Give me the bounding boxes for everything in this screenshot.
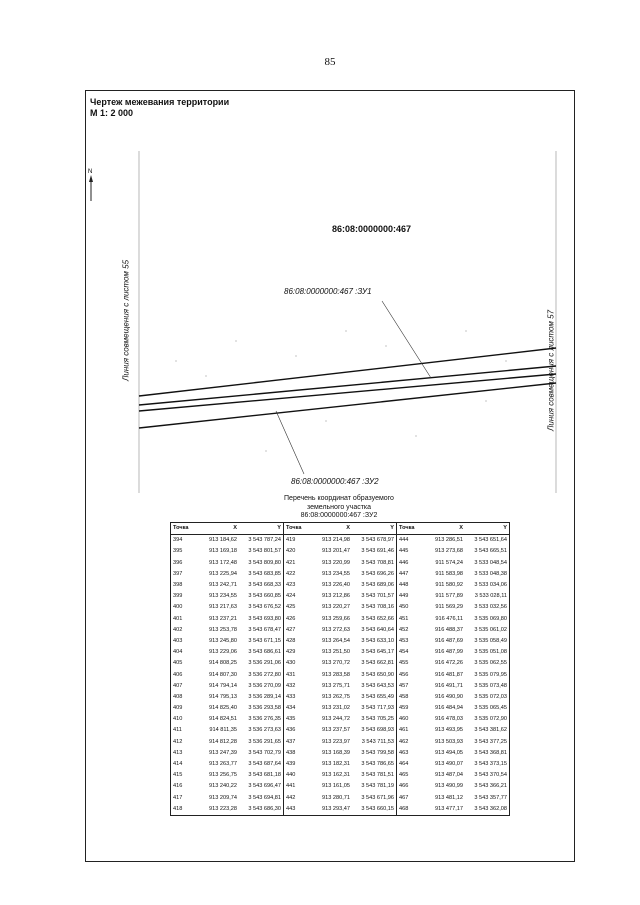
- header-y-2: Y: [352, 523, 397, 535]
- table-cell: 409: [173, 705, 183, 712]
- table-cell: 916 487,69: [435, 637, 463, 644]
- table-cell: 3 535 065,45: [474, 705, 507, 712]
- table-cell: 913 270,72: [322, 660, 350, 667]
- table-cell: 916 490,90: [435, 693, 463, 700]
- table-cell: 914 812,28: [209, 738, 237, 745]
- table-cell: 913 237,57: [322, 727, 350, 734]
- table-cell: 449: [397, 591, 426, 602]
- table-cell: 3 543 633,10: [361, 637, 394, 644]
- table-cell: 436: [284, 725, 313, 736]
- table-cell: 404: [173, 649, 183, 656]
- table-cell: 3 543 662,81: [361, 660, 394, 667]
- table-cell: 913 244,72: [322, 716, 350, 723]
- table-cell: 3 543 711,53: [361, 738, 394, 745]
- table-cell: 453: [397, 636, 426, 647]
- table-row: [171, 636, 510, 647]
- table-cell: 454: [397, 647, 426, 658]
- table-cell: 440: [284, 770, 313, 781]
- table-cell: 413: [173, 749, 183, 756]
- table-row: [171, 703, 510, 714]
- table-row: [171, 737, 510, 748]
- table-cell: 3 533 032,56: [474, 604, 507, 611]
- table-cell: 443: [284, 804, 313, 816]
- header-point-1: Точка: [171, 523, 200, 535]
- table-cell: 407: [173, 682, 183, 689]
- table-cell: 438: [284, 748, 313, 759]
- table-cell: 437: [284, 737, 313, 748]
- table-cell: 396: [173, 559, 183, 566]
- table-cell: 397: [173, 570, 183, 577]
- table-cell: 3 543 705,25: [361, 716, 394, 723]
- table-cell: 913 223,28: [209, 805, 237, 812]
- table-cell: 913 201,47: [322, 548, 350, 555]
- table-cell: 457: [397, 681, 426, 692]
- table-cell: 3 536 289,14: [248, 693, 281, 700]
- table-cell: 3 536 272,80: [248, 671, 281, 678]
- table-cell: 913 490,99: [435, 783, 463, 790]
- table-cell: 911 574,24: [435, 559, 463, 566]
- table-cell: 405: [173, 660, 183, 667]
- table-cell: 3 536 273,63: [248, 727, 281, 734]
- table-cell: 914 808,25: [209, 660, 237, 667]
- table-cell: 913 275,71: [322, 682, 350, 689]
- table-row: [171, 804, 510, 816]
- table-cell: 913 259,66: [322, 615, 350, 622]
- table-cell: 913 220,99: [322, 559, 350, 566]
- table-cell: 435: [284, 714, 313, 725]
- table-cell: 3 543 652,66: [361, 615, 394, 622]
- table-cell: 3 543 668,33: [248, 582, 281, 589]
- table-cell: 913 223,97: [322, 738, 350, 745]
- table-row: [171, 591, 510, 602]
- table-cell: 424: [284, 591, 313, 602]
- table-cell: 426: [284, 614, 313, 625]
- table-cell: 3 543 801,57: [248, 548, 281, 555]
- table-cell: 429: [284, 647, 313, 658]
- table-cell: 3 543 786,65: [361, 761, 394, 768]
- table-cell: 913 225,94: [209, 570, 237, 577]
- table-cell: 3 543 377,25: [474, 738, 507, 745]
- table-cell: 3 535 058,49: [474, 637, 507, 644]
- table-cell: 913 234,55: [209, 593, 237, 600]
- table-cell: 412: [173, 738, 183, 745]
- table-cell: 3 543 781,19: [361, 783, 394, 790]
- table-cell: 3 543 660,15: [361, 805, 394, 812]
- table-cell: 3 543 809,80: [248, 559, 281, 566]
- table-cell: 913 487,04: [435, 772, 463, 779]
- table-cell: 913 229,06: [209, 649, 237, 656]
- table-cell: 468: [397, 804, 426, 816]
- table-cell: 913 212,86: [322, 593, 350, 600]
- table-cell: 456: [397, 669, 426, 680]
- table-cell: 913 242,71: [209, 582, 237, 589]
- table-cell: 3 543 366,21: [474, 783, 507, 790]
- table-cell: 399: [173, 593, 183, 600]
- table-cell: 3 543 651,64: [474, 537, 507, 544]
- table-row: [171, 558, 510, 569]
- table-cell: 3 543 671,15: [248, 637, 281, 644]
- table-cell: 3 543 701,57: [361, 593, 394, 600]
- table-cell: 913 273,68: [435, 548, 463, 555]
- table-cell: 913 245,80: [209, 637, 237, 644]
- caption-line2: земельного участка: [306, 503, 372, 511]
- header-x-1: X: [199, 523, 239, 535]
- table-cell: 3 543 687,64: [248, 761, 281, 768]
- table-cell: 913 264,54: [322, 637, 350, 644]
- table-cell: 3 543 368,81: [474, 749, 507, 756]
- table-cell: 3 543 696,26: [361, 570, 394, 577]
- table-cell: 411: [173, 727, 182, 734]
- table-cell: 913 161,05: [322, 783, 350, 790]
- table-cell: 913 182,31: [322, 761, 350, 768]
- parcel-label-zu1: 86:08:0000000:467 :ЗУ1: [284, 287, 372, 296]
- table-cell: 3 543 698,93: [361, 727, 394, 734]
- table-cell: 913 494,05: [435, 749, 463, 756]
- table-cell: 3 536 270,09: [248, 682, 281, 689]
- table-cell: 395: [173, 548, 183, 555]
- table-cell: 3 543 678,97: [361, 537, 394, 544]
- table-row: [171, 647, 510, 658]
- table-cell: 913 234,55: [322, 570, 350, 577]
- table-cell: 3 543 381,62: [474, 727, 507, 734]
- table-cell: 3 533 048,54: [474, 559, 507, 566]
- table-cell: 420: [284, 546, 313, 557]
- table-cell: 913 226,40: [322, 582, 350, 589]
- table-cell: 913 237,21: [209, 615, 237, 622]
- table-cell: 913 231,02: [322, 705, 350, 712]
- table-cell: 913 490,07: [435, 761, 463, 768]
- table-cell: 913 251,50: [322, 649, 350, 656]
- table-cell: 3 543 357,77: [474, 794, 507, 801]
- table-cell: 402: [173, 626, 183, 633]
- table-cell: 3 543 787,24: [248, 537, 281, 544]
- table-row: [171, 759, 510, 770]
- table-cell: 911 569,29: [435, 604, 463, 611]
- table-cell: 401: [173, 615, 183, 622]
- table-cell: 913 263,77: [209, 761, 237, 768]
- table-cell: 3 543 671,96: [361, 794, 394, 801]
- table-cell: 913 262,75: [322, 693, 350, 700]
- table-cell: 447: [397, 569, 426, 580]
- table-cell: 416: [173, 783, 183, 790]
- table-cell: 394: [173, 537, 183, 544]
- table-cell: 916 491,71: [435, 682, 463, 689]
- table-cell: 3 543 781,51: [361, 772, 394, 779]
- table-cell: 418: [173, 805, 183, 812]
- table-cell: 433: [284, 692, 313, 703]
- table-cell: 451: [397, 614, 426, 625]
- north-label: N: [88, 169, 93, 175]
- table-row: [171, 535, 510, 547]
- table-cell: 913 240,22: [209, 783, 237, 790]
- table-cell: 913 503,93: [435, 738, 463, 745]
- table-cell: 445: [397, 546, 426, 557]
- table-cell: 417: [173, 794, 183, 801]
- table-cell: 408: [173, 693, 183, 700]
- table-cell: 916 484,94: [435, 705, 463, 712]
- table-cell: 3 543 655,49: [361, 693, 394, 700]
- table-cell: 410: [173, 716, 183, 723]
- table-row: [171, 580, 510, 591]
- table-cell: 3 543 678,47: [248, 626, 281, 633]
- table-cell: 430: [284, 658, 313, 669]
- table-cell: 467: [397, 793, 426, 804]
- table-cell: 3 543 708,16: [361, 604, 394, 611]
- table-cell: 446: [397, 558, 426, 569]
- table-cell: 913 214,98: [322, 537, 350, 544]
- table-cell: 3 543 686,30: [248, 805, 281, 812]
- table-cell: 913 247,39: [209, 749, 237, 756]
- table-cell: 3 543 694,81: [248, 794, 281, 801]
- table-cell: 913 286,51: [435, 537, 463, 544]
- table-row: [171, 793, 510, 804]
- coordinates-caption: [264, 495, 414, 521]
- table-cell: 414: [173, 761, 183, 768]
- table-cell: 911 580,92: [435, 582, 463, 589]
- table-cell: 431: [284, 669, 313, 680]
- table-cell: 914 825,40: [209, 705, 237, 712]
- table-cell: 916 481,87: [435, 671, 463, 678]
- table-cell: 441: [284, 781, 313, 792]
- table-cell: 450: [397, 602, 426, 613]
- table-cell: 914 795,13: [209, 693, 237, 700]
- table-cell: 3 543 689,06: [361, 582, 394, 589]
- table-cell: 3 536 276,35: [248, 716, 281, 723]
- table-cell: 3 543 676,52: [248, 604, 281, 611]
- table-cell: 913 172,48: [209, 559, 237, 566]
- survey-plan: [86, 91, 574, 501]
- header-point-2: Точка: [284, 523, 313, 535]
- table-cell: 3 536 291,06: [248, 660, 281, 667]
- map-speckles: [175, 330, 506, 451]
- caption-line3: 86:08:0000000:467 :ЗУ2: [300, 512, 378, 519]
- table-cell: 3 535 073,48: [474, 682, 507, 689]
- table-cell: 3 543 702,79: [248, 749, 281, 756]
- table-cell: 3 536 293,58: [248, 705, 281, 712]
- table-row: [171, 781, 510, 792]
- table-row: [171, 669, 510, 680]
- table-cell: 406: [173, 671, 183, 678]
- table-cell: 3 535 079,95: [474, 671, 507, 678]
- table-cell: 916 478,03: [435, 716, 463, 723]
- header-y-3: Y: [465, 523, 510, 535]
- table-cell: 415: [173, 772, 183, 779]
- table-cell: 914 794,14: [209, 682, 237, 689]
- table-cell: 3 543 645,17: [361, 649, 394, 656]
- table-cell: 911 583,98: [435, 570, 463, 577]
- caption-line1: Перечень координат образуемого: [284, 495, 394, 502]
- table-cell: 463: [397, 748, 426, 759]
- sheet-title-line1: Чертеж межевания территории: [90, 97, 230, 107]
- table-cell: 3 543 681,18: [248, 772, 281, 779]
- table-cell: 448: [397, 580, 426, 591]
- table-cell: 913 217,63: [209, 604, 237, 611]
- table-header-row: [171, 523, 510, 535]
- table-cell: 913 169,18: [209, 548, 237, 555]
- table-cell: 455: [397, 658, 426, 669]
- table-cell: 3 543 373,15: [474, 761, 507, 768]
- header-x-3: X: [425, 523, 465, 535]
- page-number: 85: [324, 56, 336, 68]
- table-cell: 913 253,78: [209, 626, 237, 633]
- main-parcel-code: 86:08:0000000:467: [332, 224, 412, 234]
- table-row: [171, 725, 510, 736]
- table-cell: 3 543 686,61: [248, 649, 281, 656]
- table-cell: 3 533 028,11: [474, 593, 507, 600]
- table-cell: 913 168,39: [322, 749, 350, 756]
- table-cell: 466: [397, 781, 426, 792]
- table-cell: 464: [397, 759, 426, 770]
- table-row: [171, 625, 510, 636]
- table-cell: 439: [284, 759, 313, 770]
- table-cell: 3 543 691,46: [361, 548, 394, 555]
- table-row: [171, 692, 510, 703]
- table-cell: 3 543 693,80: [248, 615, 281, 622]
- north-arrow-icon: [88, 169, 93, 201]
- table-cell: 911 577,89: [435, 593, 463, 600]
- table-cell: 3 543 683,85: [248, 570, 281, 577]
- table-cell: 914 824,51: [209, 716, 237, 723]
- table-row: [171, 546, 510, 557]
- table-cell: 913 283,58: [322, 671, 350, 678]
- table-cell: 914 807,30: [209, 671, 237, 678]
- table-cell: 458: [397, 692, 426, 703]
- table-row: [171, 658, 510, 669]
- table-row: [171, 602, 510, 613]
- table-cell: 916 472,26: [435, 660, 463, 667]
- table-row: [171, 569, 510, 580]
- table-cell: 432: [284, 681, 313, 692]
- table-cell: 423: [284, 580, 313, 591]
- table-cell: 425: [284, 602, 313, 613]
- table-cell: 3 543 665,51: [474, 548, 507, 555]
- table-cell: 916 476,11: [435, 615, 463, 622]
- table-cell: 422: [284, 569, 313, 580]
- table-cell: 442: [284, 793, 313, 804]
- table-cell: 3 543 362,08: [474, 805, 507, 812]
- table-cell: 913 493,95: [435, 727, 463, 734]
- table-cell: 913 162,31: [322, 772, 350, 779]
- table-cell: 3 543 717,93: [361, 705, 394, 712]
- sheet-scale: М 1: 2 000: [90, 108, 134, 118]
- table-cell: 421: [284, 558, 313, 569]
- table-cell: 400: [173, 604, 183, 611]
- table-cell: 444: [397, 535, 426, 547]
- table-cell: 3 543 660,85: [248, 593, 281, 600]
- drawing-sheet: [85, 90, 575, 862]
- table-cell: 427: [284, 625, 313, 636]
- table-cell: 913 481,12: [435, 794, 463, 801]
- table-row: [171, 714, 510, 725]
- table-cell: 461: [397, 725, 426, 736]
- table-cell: 913 209,74: [209, 794, 237, 801]
- table-cell: 3 535 061,02: [474, 626, 507, 633]
- table-cell: 3 543 650,90: [361, 671, 394, 678]
- table-cell: 3 536 291,65: [248, 738, 281, 745]
- table-cell: 913 280,71: [322, 794, 350, 801]
- table-row: [171, 770, 510, 781]
- table-cell: 3 535 051,08: [474, 649, 507, 656]
- leader-zu2: [276, 411, 304, 474]
- table-cell: 462: [397, 737, 426, 748]
- table-cell: 913 220,27: [322, 604, 350, 611]
- coordinates-table-body: [171, 535, 510, 816]
- table-cell: 3 543 640,64: [361, 626, 394, 633]
- table-row: [171, 748, 510, 759]
- table-cell: 3 543 799,58: [361, 749, 394, 756]
- left-alignment-label: Линия совмещения с листом 55: [121, 259, 131, 382]
- table-cell: 428: [284, 636, 313, 647]
- table-cell: 913 293,47: [322, 805, 350, 812]
- table-cell: 3 543 643,53: [361, 682, 394, 689]
- table-row: [171, 614, 510, 625]
- table-cell: 459: [397, 703, 426, 714]
- right-alignment-label: Линия совмещения с листом 57: [546, 309, 556, 432]
- parcel-label-zu2: 86:08:0000000:467 :ЗУ2: [291, 477, 379, 486]
- table-cell: 3 543 708,81: [361, 559, 394, 566]
- table-cell: 3 543 370,54: [474, 772, 507, 779]
- table-cell: 419: [284, 535, 313, 547]
- table-cell: 913 184,62: [209, 537, 237, 544]
- header-y-1: Y: [239, 523, 284, 535]
- table-cell: 398: [173, 582, 183, 589]
- table-cell: 3 535 072,90: [474, 716, 507, 723]
- table-cell: 3 543 696,47: [248, 783, 281, 790]
- table-cell: 916 487,99: [435, 649, 463, 656]
- table-cell: 3 533 034,06: [474, 582, 507, 589]
- table-cell: 3 533 048,38: [474, 570, 507, 577]
- table-cell: 3 535 069,80: [474, 615, 507, 622]
- table-cell: 913 256,75: [209, 772, 237, 779]
- table-cell: 3 535 062,55: [474, 660, 507, 667]
- table-cell: 913 272,63: [322, 626, 350, 633]
- table-cell: 434: [284, 703, 313, 714]
- coordinates-table: [170, 522, 510, 816]
- table-cell: 465: [397, 770, 426, 781]
- table-cell: 452: [397, 625, 426, 636]
- leader-zu1: [382, 301, 431, 378]
- table-cell: 914 811,35: [209, 727, 237, 734]
- table-cell: 403: [173, 637, 183, 644]
- table-row: [171, 681, 510, 692]
- table-cell: 460: [397, 714, 426, 725]
- table-cell: 913 477,17: [435, 805, 463, 812]
- table-cell: 3 535 072,03: [474, 693, 507, 700]
- header-x-2: X: [312, 523, 352, 535]
- table-cell: 916 488,37: [435, 626, 463, 633]
- header-point-3: Точка: [397, 523, 426, 535]
